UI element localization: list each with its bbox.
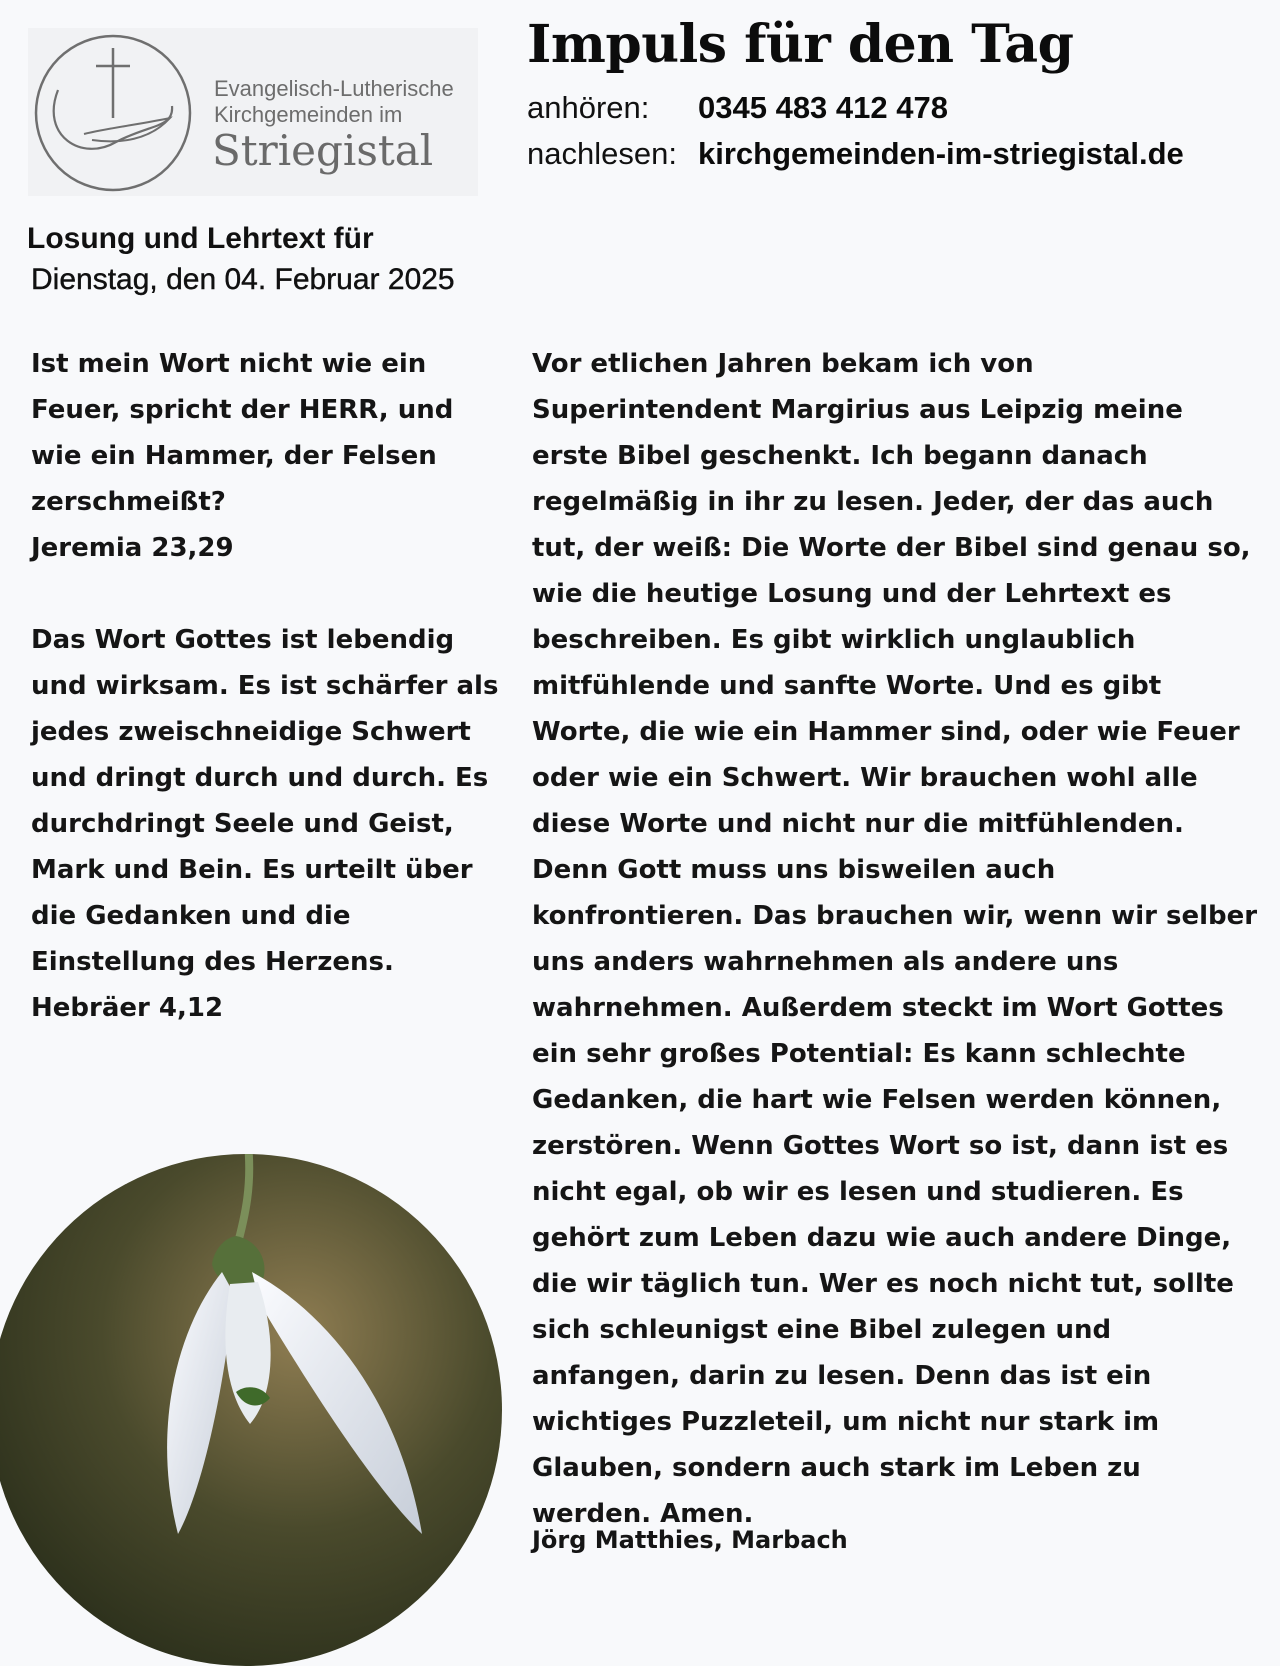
losung-reference: Jeremia 23,29 bbox=[31, 533, 234, 563]
page-title: Impuls für den Tag bbox=[527, 14, 1074, 75]
listen-label: anhören: bbox=[527, 90, 650, 125]
subheading-line-1: Losung und Lehrtext für bbox=[27, 222, 374, 255]
logo-name: Striegistal bbox=[212, 126, 434, 175]
snowdrop-photo bbox=[0, 1154, 502, 1666]
author: Jörg Matthies, Marbach bbox=[532, 1526, 848, 1554]
logo-line-2: Kirchgemeinden im bbox=[214, 102, 403, 127]
website-url: kirchgemeinden-im-striegistal.de bbox=[698, 136, 1184, 171]
phone-number: 0345 483 412 478 bbox=[698, 90, 948, 125]
church-logo bbox=[28, 28, 478, 196]
bible-verses bbox=[31, 341, 511, 1031]
date-heading: Dienstag, den 04. Februar 2025 bbox=[31, 263, 455, 296]
lehrtext-reference: Hebräer 4,12 bbox=[31, 993, 224, 1023]
read-label: nachlesen: bbox=[527, 136, 677, 171]
impuls-text: Vor etlichen Jahren bekam ich von Superintendent Margirius aus Leipzig meine erste Bibel geschenkt. Ich begann danach regelmäßig in ihr zu lesen. Jeder, der das auch tut, der weiß: Die Worte der Bibel sind genau so, wie die heutige Losung und der Lehrtext es beschreiben. Es gibt wirklich unglaublich mitfühlende und sanfte Worte. Und es gibt Worte, die wie ein Hammer sind, oder wie Feuer oder wie ein Schwert. Wir brauchen wohl alle diese Worte und nicht nur die mitfühlenden. Denn Gott muss uns bisweilen auch konfrontieren. Das brauchen wir, wenn wir selber uns anders wahrnehmen als andere uns wahrnehmen. Außerdem steckt im Wort Gottes ein sehr großes Potential: Es kann schlechte Gedanken, die hart wie Felsen werden können, zerstören. Wenn Gottes Wort so ist, dann ist es nicht egal, ob wir es lesen und studieren. Es gehört zum Leben dazu wie auch andere Dinge, die wir täglich tun. Wer es noch nicht tut, sollte sich schleunigst eine Bibel zulegen und anfangen, darin zu lesen. Denn das ist ein wichtiges Puzzleteil, um nicht nur stark im Glauben, sondern auch stark im Leben zu werden. Amen. bbox=[532, 349, 1258, 1529]
spacer bbox=[31, 571, 511, 617]
lehrtext-text: Das Wort Gottes ist lebendig und wirksam. Es ist schärfer als jedes zweischneidige Schwert und dringt durch und durch. Es durchdringt Seele und Geist, Mark und Bein. Es urteilt über die Gedanken und die Einstellung des Herzens. bbox=[31, 625, 499, 977]
logo-line-1: Evangelisch-Lutherische bbox=[214, 76, 454, 101]
cross-circle-logo-icon bbox=[32, 32, 194, 194]
losung-text: Ist mein Wort nicht wie ein Feuer, spricht der HERR, und wie ein Hammer, der Felsen zerschmeißt? bbox=[31, 349, 454, 517]
